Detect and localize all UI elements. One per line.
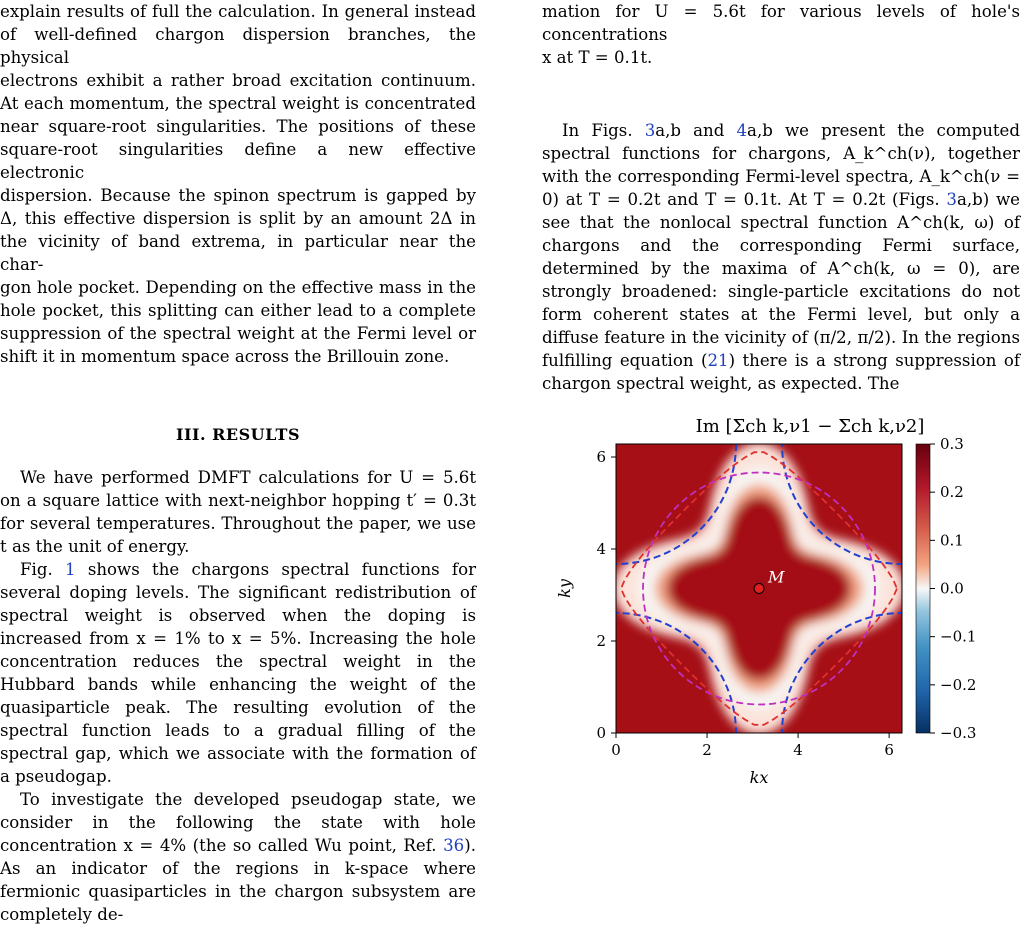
colorbar-tick-label: 0.0 [940, 579, 964, 598]
colorbar-tick-label: 0.3 [940, 435, 964, 453]
y-tick-label: 6 [596, 448, 606, 467]
colorbar-tick-label: −0.3 [940, 724, 977, 742]
colorbar-tick-label: −0.2 [940, 675, 977, 694]
point-m-marker [754, 583, 764, 593]
fig-ref-4a[interactable]: 4 [736, 121, 748, 140]
point-m-label: M [768, 567, 785, 587]
results-paragraph-2: Fig. 1 shows the chargons spectral functions for several doping levels. The significant redistribution of spectral weight is observed when the doping is increased from x = 1% to x = 5%. Increasing the hole concentration reduces the spectral weight in the Hubbard bands while enhancing the weight of the quasiparticle peak. The resulting evolution of the spectral function leads to a gradual filling of the spectral gap, which we associate with the formation of a pseudogap. [0, 560, 477, 786]
fig-ref-3a[interactable]: 3 [644, 121, 656, 140]
x-tick-label: 2 [702, 741, 712, 759]
intro-line: of well-defined chargon dispersion branches, the physical [0, 25, 476, 67]
intro-line: Δ, this effective dispersion is split by an amount 2Δ in [0, 209, 476, 228]
x-tick-label: 6 [884, 741, 894, 759]
x-axis-label: kx [749, 768, 769, 787]
y-tick-label: 2 [596, 632, 606, 651]
intro-line: near square-root singularities. The positions of these [0, 117, 476, 136]
self-energy-figure [552, 416, 1022, 794]
colorbar-tick-label: 0.1 [940, 531, 964, 550]
results-paragraph-1: We have performed DMFT calculations for U = 5.6t on a square lattice with next-neighbor hopping t′ = 0.3t for several temperatures. Throughout the paper, we use t as the unit of energy. [0, 468, 476, 556]
caption-tail-line-1: mation for U = 5.6t for various levels of hole's concentrations [542, 2, 1020, 44]
intro-line: the vicinity of band extrema, in particular near the char- [0, 232, 476, 274]
right-column [542, 0, 1020, 395]
x-tick-label: 4 [793, 741, 803, 759]
left-column [0, 0, 476, 926]
intro-line: electrons exhibit a rather broad excitation continuum. [0, 71, 476, 90]
colorbar-tick-label: 0.2 [940, 483, 964, 502]
caption-tail-line-2: x at T = 0.1t. [542, 48, 653, 67]
heatmap-plot [552, 416, 1022, 794]
equation-ref-21[interactable]: 21 [707, 351, 729, 370]
intro-paragraph [0, 0, 476, 368]
fig-ref-3b[interactable]: 3 [946, 190, 957, 209]
intro-line: square-root singularities define a new effective electronic [0, 140, 476, 182]
intro-line: gon hole pocket. Depending on the effective mass in the [0, 278, 476, 297]
y-axis-label: ky [555, 579, 574, 598]
colorbar-tick-label: −0.1 [940, 627, 977, 646]
intro-line: dispersion. Because the spinon spectrum is gapped by [0, 186, 476, 205]
figure-title: Im [Σch k,ν1 − Σch k,ν2] [695, 416, 925, 437]
spectral-paragraph: In Figs. 3a,b and 4a,b we present the computed spectral functions for chargons, A_k^ch(ν), together with the corresponding Fermi-level spectra, A_k^ch(ν = 0) at T = 0.2t and T = 0.1t. At T = 0.2t (Figs. 3a,b) we see that the nonlocal spectral function A^ch(k, ω) of chargons and the corresponding Fermi surface, determined by the maxima of A^ch(k, ω = 0), are strongly broadened: single-particle excitations do not form coherent states at the Fermi level, but only a diffuse feature in the vicinity of (π/2, π/2). In the regions fulfilling equation (21) there is a strong suppression of chargon spectral weight, as expected. The [542, 121, 1020, 393]
y-tick-label: 4 [596, 540, 606, 559]
citation-ref-36[interactable]: 36 [443, 836, 465, 855]
intro-line: hole pocket, this splitting can either lead to a complete [0, 301, 476, 320]
intro-line: At each momentum, the spectral weight is concentrated [0, 94, 476, 113]
x-tick-label: 0 [611, 741, 621, 759]
intro-line: shift it in momentum space across the Brillouin zone. [0, 347, 450, 366]
intro-line: suppression of the spectral weight at the Fermi level or [0, 324, 476, 343]
section-heading: III. RESULTS [176, 425, 300, 444]
results-paragraph-3: To investigate the developed pseudogap state, we consider in the following the state with hole concentration x = 4% (the so called Wu point, Ref. 36). As an indicator of the regions in k-space where fermionic quasiparticles in the chargon subsystem are completely de- [0, 790, 476, 924]
intro-line: explain results of full the calculation. In general instead [0, 2, 476, 21]
y-tick-label: 0 [596, 724, 606, 742]
fig-ref-1[interactable]: 1 [65, 560, 76, 579]
